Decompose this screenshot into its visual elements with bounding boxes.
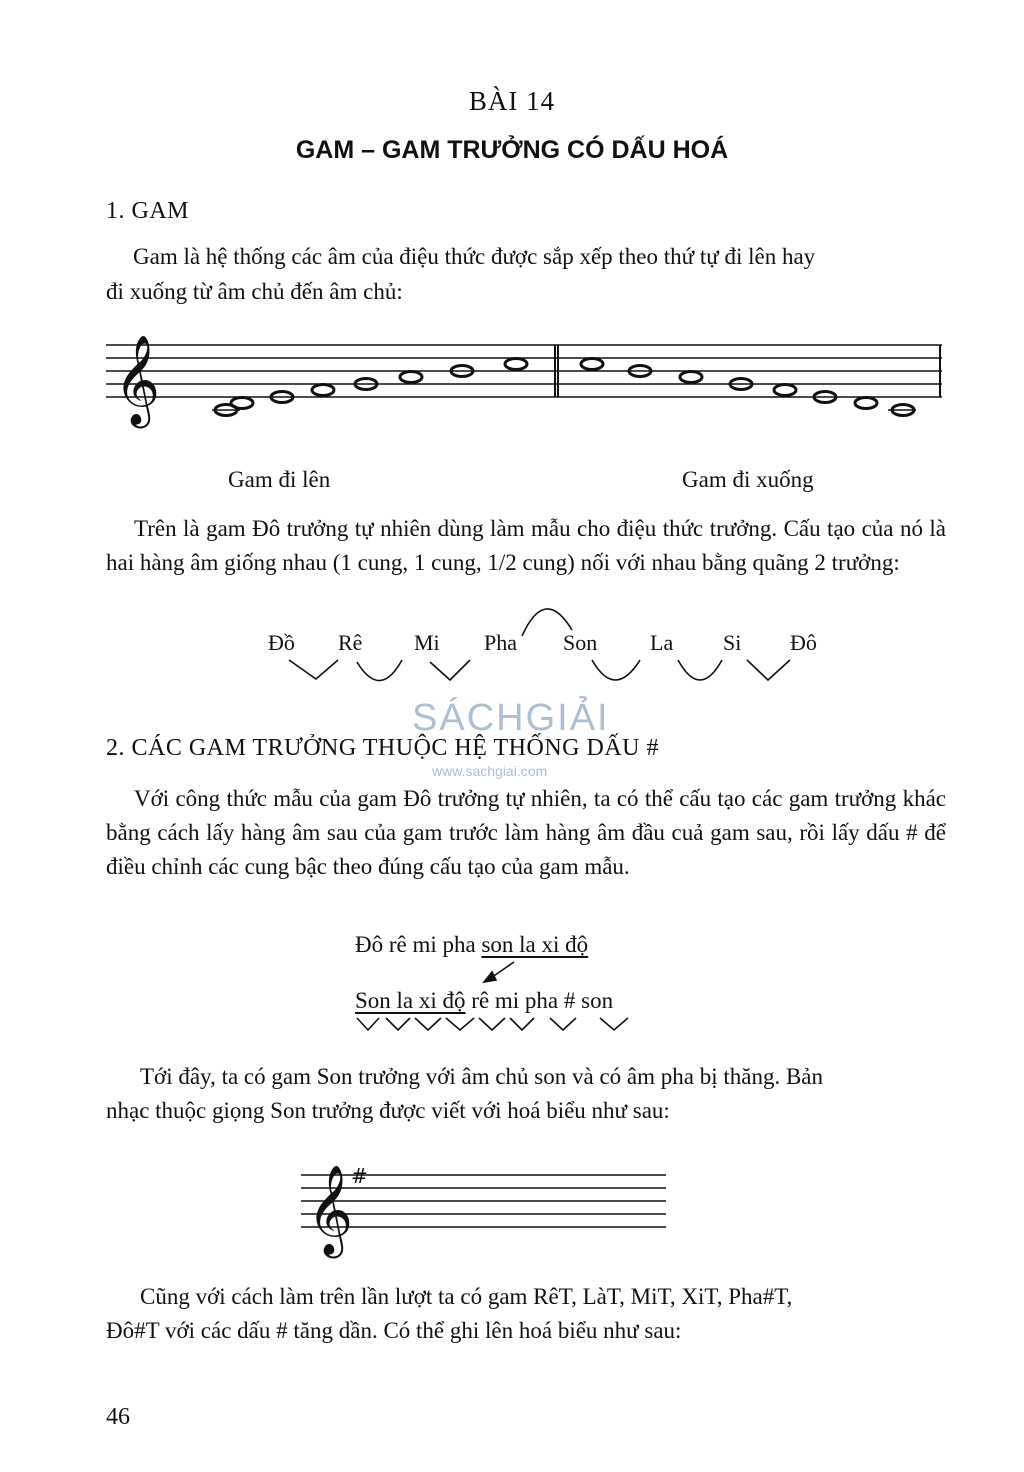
section2-para2-line1: Tới đây, ta có gam Son trưởng với âm chủ son và có âm pha bị thăng. Bản	[140, 1064, 824, 1089]
syllable-la: La	[650, 630, 674, 655]
sharp-sign: #	[351, 1164, 368, 1188]
syllable-re: Rê	[338, 630, 363, 655]
section1-para1-line1: Gam là hệ thống các âm của điệu thức được sắp xếp theo thứ tự đi lên hay	[133, 244, 816, 269]
section2-para3-line2: Đô#T với các dấu # tăng dần. Có thể ghi lên hoá biểu như sau:	[106, 1318, 682, 1343]
page-number: 46	[106, 1404, 130, 1430]
syllable-do: Đồ	[268, 630, 295, 655]
section1-para2: Trên là gam Đô trưởng tự nhiên dùng làm mẫu cho điệu thức trưởng. Cấu tạo của nó là hai hàng âm giống nhau (1 cung, 1 cung, 1/2 cung) nối với nhau bằng quãng 2 trưởng:	[106, 516, 946, 575]
syllable-si: Si	[723, 630, 742, 655]
lesson-number: BÀI 14	[468, 86, 556, 116]
syllable-pha: Pha	[484, 630, 517, 655]
label-scale-down: Gam đi xuống	[682, 467, 814, 492]
section1-para1-line2: đi xuống từ âm chủ đến âm chủ:	[106, 279, 403, 304]
syllable-son: Son	[563, 630, 598, 655]
treble-clef-2: 𝄞	[307, 1165, 354, 1255]
scale-row-2-rest: rê mi pha # son	[465, 988, 614, 1013]
section2-heading: 2. CÁC GAM TRƯỞNG THUỘC HỆ THỐNG DẤU #	[106, 735, 659, 761]
section2-para1: Với công thức mẫu của gam Đô trưởng tự nhiên, ta có thể cấu tạo các gam trưởng khác bằng cách lấy hàng âm sau của gam trước làm hàng âm đầu cuả gam sau, rồi lấy dấu # để điều chỉnh các cung bậc theo đúng cấu tạo của gam mẫu.	[106, 786, 946, 879]
syllable-do-high: Đô	[790, 630, 817, 655]
label-scale-up: Gam đi lên	[228, 467, 331, 492]
watermark-brand: SÁCHGIẢI	[412, 697, 610, 739]
scale-row-1-upper: son la xi độ	[481, 932, 589, 957]
section2-para2-line2: nhạc thuộc giọng Son trưởng được viết với hoá biểu như sau:	[106, 1098, 670, 1123]
section2-para3-line1: Cũng với cách làm trên lần lượt ta có gam RêT, LàT, MiT, XiT, Pha#T,	[140, 1284, 793, 1309]
treble-clef-1: 𝄞	[114, 335, 161, 425]
scale-row-2-lower: Son la xi độ	[355, 988, 466, 1013]
syllable-mi: Mi	[414, 630, 440, 655]
lesson-title: GAM – GAM TRƯỞNG CÓ DẤU HOÁ	[295, 136, 729, 164]
watermark-url: www.sachgiai.com	[432, 763, 548, 779]
section1-heading: 1. GAM	[106, 198, 190, 224]
scale-row-1-first: Đô rê mi pha	[355, 932, 482, 957]
